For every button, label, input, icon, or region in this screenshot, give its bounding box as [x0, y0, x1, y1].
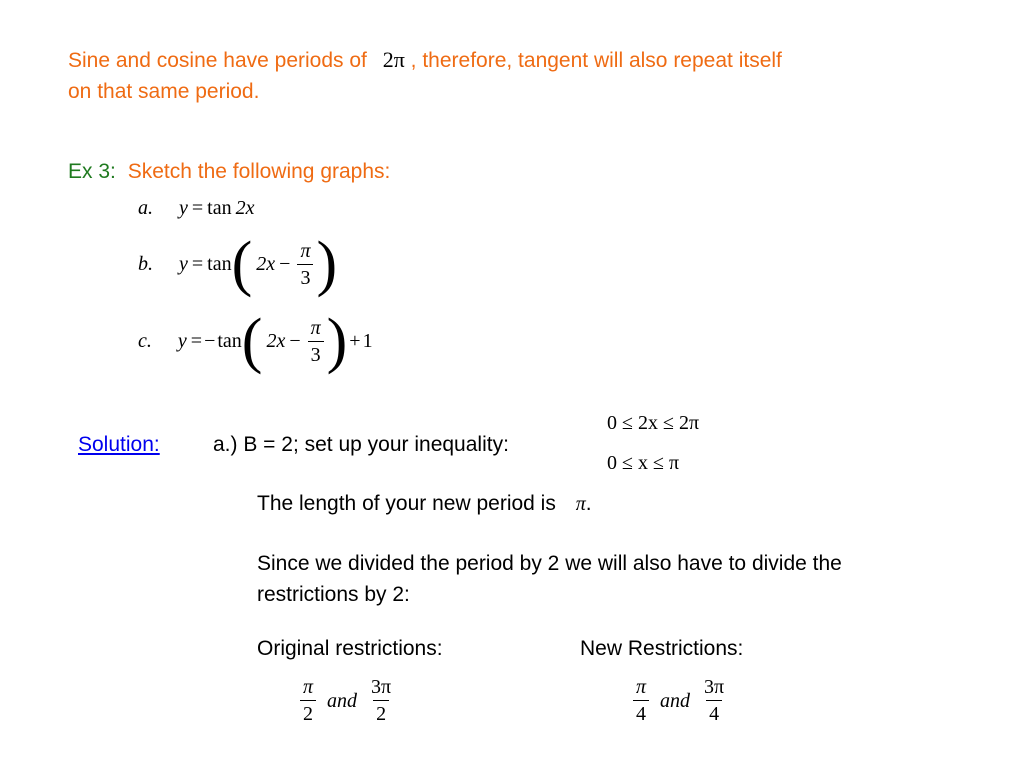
orig-num-1: π — [303, 676, 314, 698]
eq-b-arg: 2x — [256, 253, 276, 275]
eq-c-fraction — [308, 318, 324, 365]
new-num-2: 3π — [704, 676, 725, 698]
period-end: . — [585, 492, 592, 515]
eq-b-left-paren: ( — [231, 230, 253, 298]
eq-c-left-paren: ( — [241, 307, 263, 375]
orig-den-1: 2 — [300, 700, 316, 724]
new-den-2: 4 — [706, 700, 722, 724]
eq-c-negative: − — [204, 330, 216, 352]
eq-c-plus: + — [349, 330, 361, 352]
orig-num-2: 3π — [371, 676, 392, 698]
eq-a-label: a. — [138, 197, 153, 219]
intro-line-2: on that same period. — [68, 80, 260, 103]
equation-a — [138, 198, 255, 218]
eq-c-numerator: π — [310, 316, 321, 339]
new-fraction-2 — [701, 677, 727, 724]
eq-c-const: 1 — [362, 330, 373, 352]
eq-c-right-paren: ) — [326, 307, 348, 375]
divide-text-line-2: restrictions by 2: — [257, 583, 410, 606]
eq-c-minus: − — [289, 330, 301, 352]
solution-step-a: a.) B = 2; set up your inequality: — [213, 433, 509, 456]
eq-c-arg: 2x — [266, 330, 286, 352]
eq-a-equals: = — [191, 197, 204, 219]
eq-b-label: b. — [138, 253, 153, 275]
eq-b-func: tan — [207, 253, 232, 275]
new-num-1: π — [636, 676, 647, 698]
eq-c-label: c. — [138, 330, 152, 352]
period-text: The length of your new period is — [257, 492, 556, 515]
solution-link[interactable]: Solution: — [78, 433, 160, 456]
intro-line-1 — [68, 49, 782, 72]
eq-a-func: tan — [207, 197, 232, 219]
orig-and: and — [327, 689, 358, 712]
eq-b-lhs: y — [179, 253, 188, 275]
eq-a-arg: 2x — [235, 197, 255, 219]
new-fraction-1 — [633, 677, 649, 724]
new-den-1: 4 — [633, 700, 649, 724]
inequality-2: 0 ≤ x ≤ π — [607, 452, 680, 474]
eq-b-fraction — [297, 241, 313, 288]
original-restrictions — [297, 677, 397, 724]
intro-text-post: , therefore, tangent will also repeat itself — [410, 49, 782, 72]
eq-c-lhs: y — [177, 330, 187, 352]
new-restrictions — [630, 677, 730, 724]
eq-c-equals: = — [190, 330, 203, 352]
eq-b-minus: − — [279, 253, 291, 275]
equation-c — [138, 307, 373, 375]
new-restrictions-label: New Restrictions: — [580, 637, 744, 660]
eq-a-lhs: y — [179, 197, 188, 219]
eq-b-denominator: 3 — [297, 264, 313, 288]
orig-fraction-2 — [368, 677, 394, 724]
eq-c-func: tan — [217, 330, 242, 352]
period-line — [257, 492, 592, 515]
eq-c-denominator: 3 — [308, 341, 324, 365]
inequality-1: 0 ≤ 2x ≤ 2π — [607, 412, 700, 434]
original-restrictions-label: Original restrictions: — [257, 637, 443, 660]
orig-den-2: 2 — [373, 700, 389, 724]
intro-period-value: 2π — [382, 47, 405, 72]
divide-text-line-1: Since we divided the period by 2 we will also have to divide the — [257, 552, 842, 575]
new-and: and — [660, 689, 691, 712]
example-label: Ex 3: — [68, 160, 116, 183]
intro-text-pre: Sine and cosine have periods of — [68, 49, 367, 72]
eq-b-equals: = — [191, 253, 204, 275]
eq-b-numerator: π — [300, 239, 311, 262]
eq-b-right-paren: ) — [316, 230, 338, 298]
equation-b — [138, 230, 338, 298]
example-instruction: Sketch the following graphs: — [127, 160, 391, 183]
example-heading — [68, 160, 390, 183]
orig-fraction-1 — [300, 677, 316, 724]
period-value: π — [575, 493, 586, 515]
